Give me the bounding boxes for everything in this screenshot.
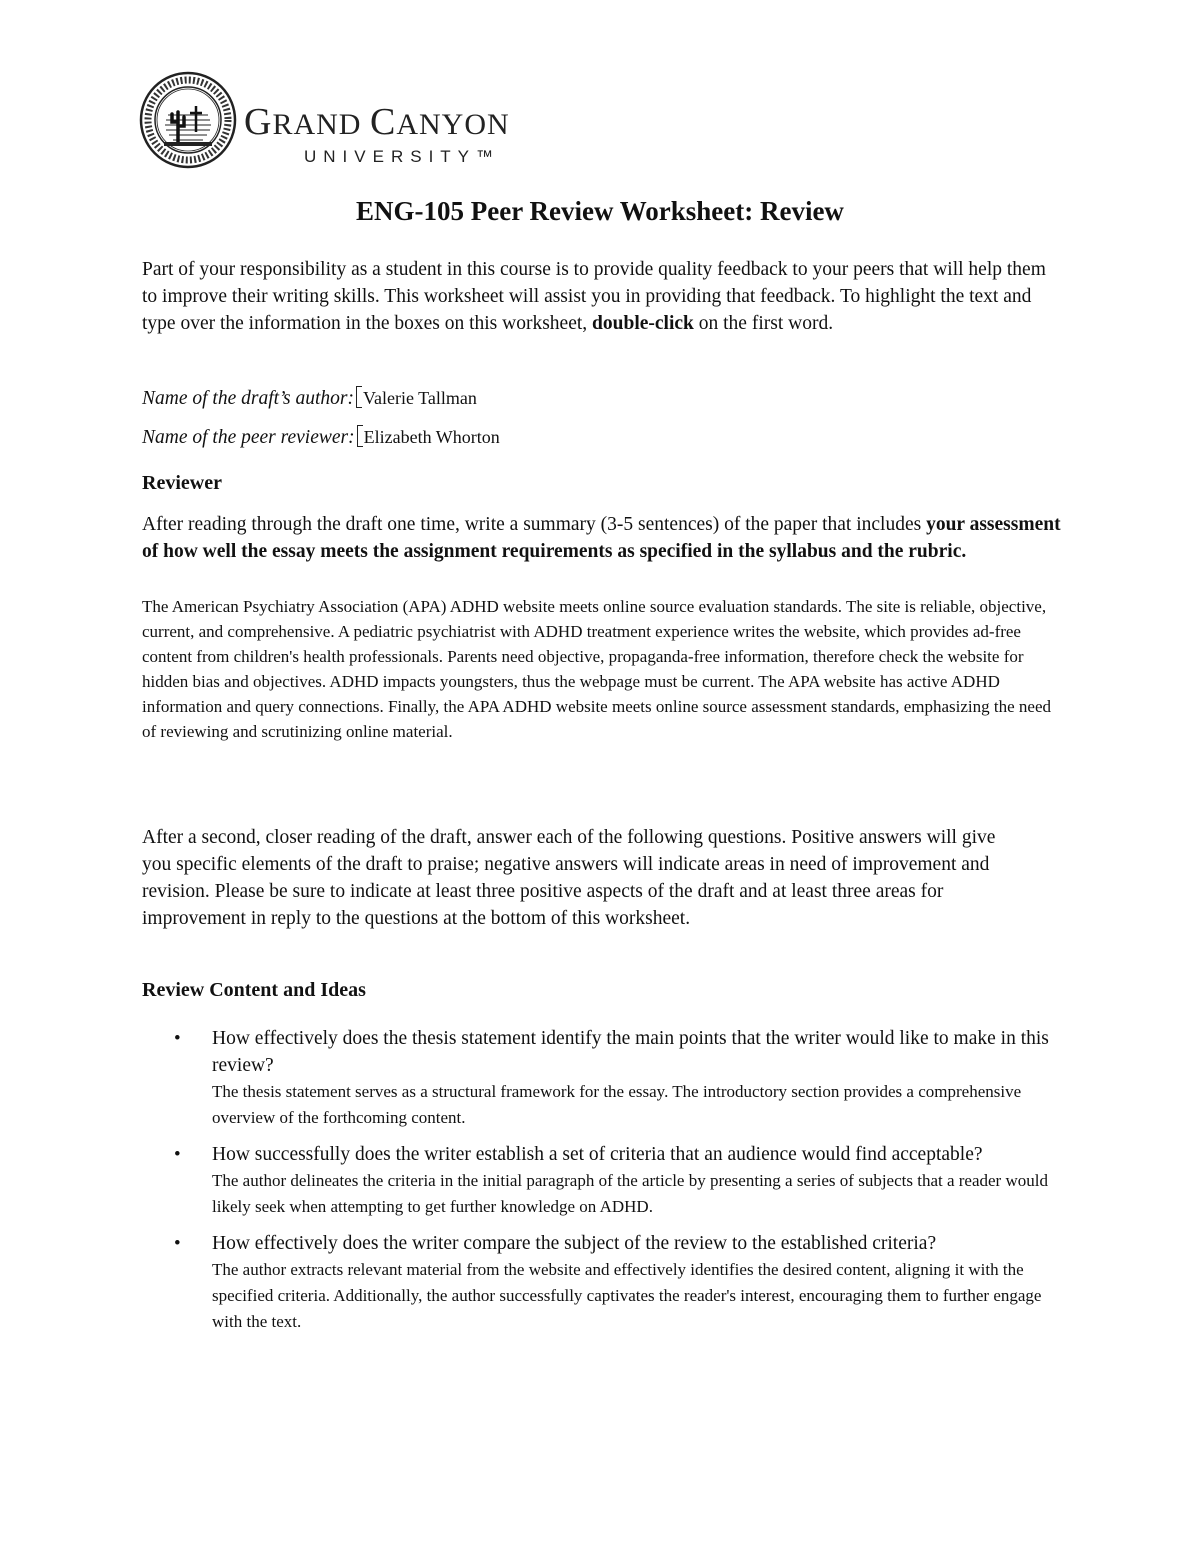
question-text: How successfully does the writer establish a set of criteria that an audience would find acceptable?	[212, 1144, 983, 1165]
bullet-icon: •	[174, 1144, 181, 1165]
answer-field[interactable]: The thesis statement serves as a structural framework for the essay. The introductory section provides a comprehensive overview of the forthcoming content.	[212, 1082, 1022, 1127]
question-item	[170, 1141, 1070, 1220]
content-ideas-heading: Review Content and Ideas	[142, 979, 366, 1001]
reviewer-name-row	[142, 424, 500, 451]
answer-field[interactable]: The author delineates the criteria in the initial paragraph of the article by presenting a series of subjects that a reader would likely seek when attempting to get further knowledge on ADHD.	[212, 1171, 1048, 1216]
question-text: How effectively does the writer compare the subject of the review to the established criteria?	[212, 1233, 937, 1254]
bullet-icon: •	[174, 1233, 181, 1254]
university-wordmark: GRAND CANYON UNIVERSITY™	[244, 101, 510, 166]
summary-field[interactable]: The American Psychiatry Association (APA) ADHD website meets online source evaluation standards. The site is reliable, objective, current, and comprehensive. A pediatric psychiatrist with ADHD treatment experience writes the website, which provides ad-free content from children's health professionals. Parents need objective, propaganda-free information, therefore check the website for hidden bias and objectives. ADHD impacts youngsters, thus the webpage must be current. The APA website has active ADHD information and query connections. Finally, the APA ADHD website meets online source assessment standards, emphasizing the need of reviewing and scrutinizing online material.	[142, 597, 1052, 741]
second-reading-paragraph: After a second, closer reading of the draft, answer each of the following questions. Positive answers will give you specific elements of the draft to praise; negative answers will indicate areas in need of improvement and revision. Please be sure to indicate at least three positive aspects of the draft and at least three areas for improvement in reply to the questions at the bottom of this worksheet.	[142, 827, 996, 929]
intro-bold-text: double-click	[592, 313, 694, 334]
form-field-bracket-icon	[356, 386, 362, 408]
reviewer-instructions-bold: your assessment of how well the essay meets the assignment requirements as specified in the syllabus and the rubric.	[142, 514, 1061, 562]
reviewer-name-label: Name of the peer reviewer:	[142, 427, 355, 448]
intro-paragraph: Part of your responsibility as a student in this course is to provide quality feedback to your peers that will help them to improve their writing skills. This worksheet will assist you in providing that feedback. To highlight the text and type over the information in the boxes on this worksheet, double-click on the first word.	[142, 259, 1046, 334]
question-list	[170, 1025, 1070, 1335]
university-seal-icon	[138, 70, 238, 170]
university-logo	[138, 70, 588, 170]
reviewer-heading: Reviewer	[142, 472, 222, 494]
reviewer-name-field[interactable]: Elizabeth Whorton	[363, 427, 500, 447]
bullet-icon: •	[174, 1028, 181, 1049]
form-field-bracket-icon	[357, 425, 363, 447]
question-item	[170, 1230, 1070, 1335]
author-name-row	[142, 385, 477, 412]
page-title: ENG-105 Peer Review Worksheet: Review	[356, 196, 844, 226]
question-item	[170, 1025, 1070, 1131]
question-text: How effectively does the thesis statement identify the main points that the writer would like to make in this review?	[212, 1028, 1049, 1076]
author-name-field[interactable]: Valerie Tallman	[362, 388, 477, 408]
wordmark-university: UNIVERSITY™	[304, 147, 501, 166]
author-name-label: Name of the draft’s author:	[142, 388, 354, 409]
answer-field[interactable]: The author extracts relevant material from the website and effectively identifies the desired content, aligning it with the specified criteria. Additionally, the author successfully captivates the reader's interest, encouraging them to further engage with the text.	[212, 1260, 1042, 1331]
reviewer-instructions: After reading through the draft one time, write a summary (3-5 sentences) of the paper that includes your assessment of how well the essay meets the assignment requirements as specified in the syllabus and the rubric.	[142, 514, 1061, 562]
